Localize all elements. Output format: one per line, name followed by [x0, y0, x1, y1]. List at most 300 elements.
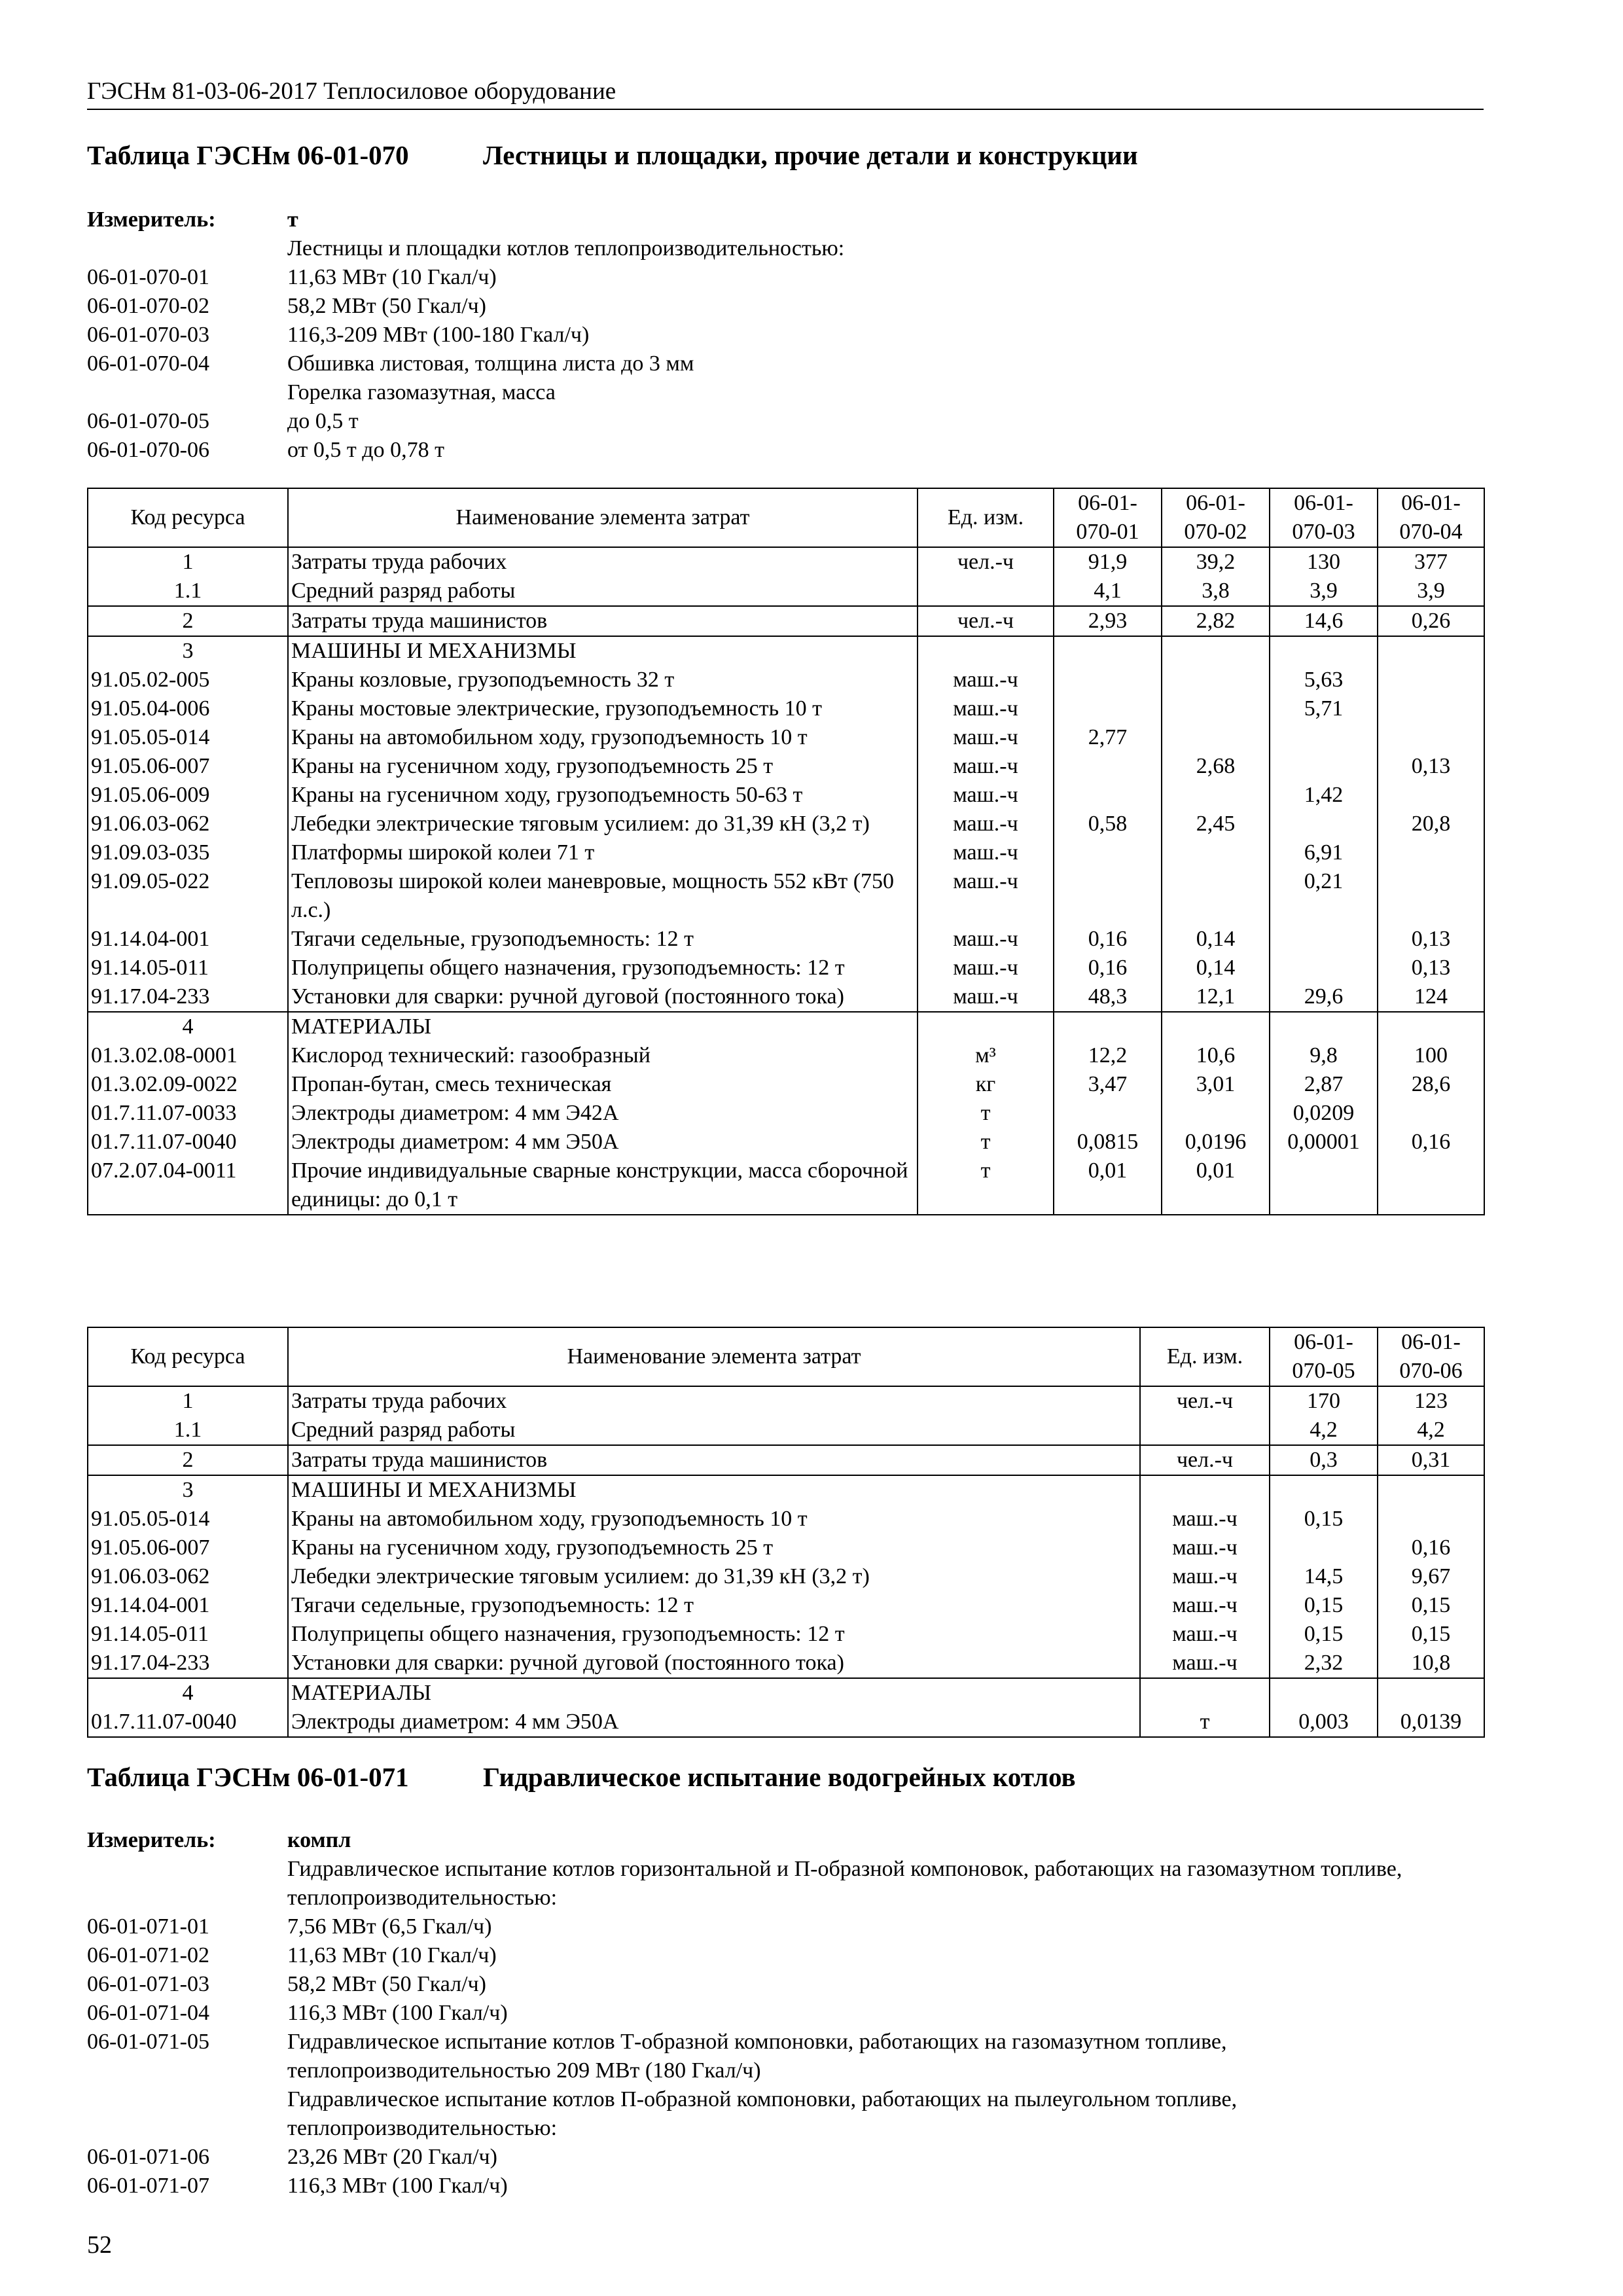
norm-value: 2,77 [1054, 723, 1162, 752]
cost-element-name: Затраты труда рабочих [288, 1386, 1140, 1416]
cost-element-name: Кислород технический: газообразный [288, 1041, 918, 1070]
meter-row [87, 206, 1484, 234]
norm-value: 123 [1378, 1386, 1484, 1416]
resource-code: 91.05.05-014 [88, 723, 288, 752]
resource-code: 91.14.04-001 [88, 925, 288, 954]
norm-value [1054, 867, 1162, 925]
table-070-number: Таблица ГЭСНм 06-01-070 [87, 140, 409, 170]
norm-line [87, 2143, 1484, 2172]
resource-table-070-01-04 [87, 488, 1485, 1215]
norm-value [1270, 810, 1378, 838]
cost-element-name: Краны на гусеничном ходу, грузоподъемность 25 т [288, 752, 918, 781]
norm-code: 06-01-071-01 [87, 1914, 209, 1939]
resource-code: 91.09.03-035 [88, 838, 288, 867]
norm-value [1378, 1475, 1484, 1505]
resource-table-070-05-06 [87, 1327, 1485, 1738]
norm-value [1270, 1475, 1378, 1505]
resource-code: 3 [88, 1475, 288, 1505]
cost-element-name: Электроды диаметром: 4 мм Э50А [288, 1128, 918, 1157]
resource-code: 2 [88, 1445, 288, 1475]
norm-value: 3,01 [1162, 1070, 1270, 1099]
norm-value: 9,67 [1378, 1562, 1484, 1591]
unit-of-measure: т [918, 1099, 1054, 1128]
section-heading: МАШИНЫ И МЕХАНИЗМЫ [288, 636, 918, 666]
unit-of-measure: маш.-ч [1140, 1620, 1270, 1649]
norm-value: 2,45 [1162, 810, 1270, 838]
norm-value: 0,16 [1054, 954, 1162, 982]
norm-value: 0,00001 [1270, 1128, 1378, 1157]
unit-of-measure: маш.-ч [918, 982, 1054, 1012]
column-header: 06-01- 070-04 [1378, 488, 1484, 547]
norm-value: 12,1 [1162, 982, 1270, 1012]
table-row [88, 1620, 1484, 1649]
meter-row [87, 1826, 1484, 1855]
norm-value: 2,82 [1162, 606, 1270, 636]
table-070-title [87, 139, 1138, 171]
norm-value [1054, 781, 1162, 810]
norm-line [87, 1912, 1484, 1941]
unit-of-measure [918, 636, 1054, 666]
norm-value [1378, 1678, 1484, 1708]
norm-code: 06-01-071-05 [87, 2030, 209, 2054]
unit-of-measure: маш.-ч [918, 925, 1054, 954]
column-header: Ед. изм. [918, 488, 1054, 547]
norm-value [1270, 1534, 1378, 1562]
norm-value: 124 [1378, 982, 1484, 1012]
table-row [88, 1099, 1484, 1128]
table-row [88, 1562, 1484, 1591]
norm-code: 06-01-070-05 [87, 409, 209, 433]
table-071-meter-block [87, 1826, 1484, 2200]
norm-value [1378, 723, 1484, 752]
resource-code: 01.3.02.08-0001 [88, 1041, 288, 1070]
norm-description: 116,3 МВт (100 Гкал/ч) [287, 2001, 508, 2025]
unit-of-measure: маш.-ч [1140, 1534, 1270, 1562]
norm-value [1270, 954, 1378, 982]
cost-element-name: Электроды диаметром: 4 мм Э42А [288, 1099, 918, 1128]
unit-of-measure: маш.-ч [918, 810, 1054, 838]
norm-line [87, 2085, 1484, 2143]
norm-line [87, 1941, 1484, 1970]
unit-of-measure [918, 1012, 1054, 1041]
column-header: Наименование элемента затрат [288, 1327, 1140, 1386]
norm-value [1378, 1099, 1484, 1128]
norm-value [1270, 1678, 1378, 1708]
table-row [88, 1445, 1484, 1475]
table-row [88, 1534, 1484, 1562]
resource-code: 91.05.06-007 [88, 752, 288, 781]
unit-of-measure: чел.-ч [918, 606, 1054, 636]
norm-value: 10,6 [1162, 1041, 1270, 1070]
section-heading: МАШИНЫ И МЕХАНИЗМЫ [288, 1475, 1140, 1505]
norm-description: 23,26 МВт (20 Гкал/ч) [287, 2145, 497, 2169]
norm-description: 11,63 МВт (10 Гкал/ч) [287, 1943, 497, 1967]
unit-of-measure: маш.-ч [1140, 1591, 1270, 1620]
unit-of-measure: т [918, 1128, 1054, 1157]
cost-element-name: Затраты труда машинистов [288, 1445, 1140, 1475]
norm-description: до 0,5 т [287, 409, 359, 433]
norm-description: 116,3-209 МВт (100-180 Гкал/ч) [287, 323, 590, 347]
norm-value: 170 [1270, 1386, 1378, 1416]
cost-element-name: Тепловозы широкой колеи маневровые, мощность 552 кВт (750 л.с.) [288, 867, 918, 925]
norm-value: 2,87 [1270, 1070, 1378, 1099]
norm-value: 0,3 [1270, 1445, 1378, 1475]
norm-value: 9,8 [1270, 1041, 1378, 1070]
norm-value [1162, 1012, 1270, 1041]
page-number: 52 [87, 2231, 112, 2259]
cost-element-name: Краны мостовые электрические, грузоподъемность 10 т [288, 694, 918, 723]
table-row [88, 781, 1484, 810]
table-row [88, 1678, 1484, 1708]
column-header: Код ресурса [88, 1327, 288, 1386]
norm-code: 06-01-071-04 [87, 2001, 209, 2025]
norm-value [1378, 694, 1484, 723]
resource-code: 01.7.11.07-0033 [88, 1099, 288, 1128]
resource-code: 1.1 [88, 577, 288, 606]
norm-value [1162, 723, 1270, 752]
unit-of-measure: т [918, 1157, 1054, 1215]
norm-value: 0,13 [1378, 925, 1484, 954]
column-header: Код ресурса [88, 488, 288, 547]
column-header: 06-01- 070-06 [1378, 1327, 1484, 1386]
unit-of-measure [1140, 1416, 1270, 1445]
norm-line [87, 1970, 1484, 1999]
norm-value: 0,14 [1162, 925, 1270, 954]
unit-of-measure: маш.-ч [1140, 1649, 1270, 1678]
column-header: Наименование элемента затрат [288, 488, 918, 547]
norm-value [1270, 1012, 1378, 1041]
meter-label: Измеритель: [87, 207, 216, 232]
norm-value: 48,3 [1054, 982, 1162, 1012]
norm-code: 06-01-071-07 [87, 2174, 209, 2198]
norm-line [87, 407, 1484, 436]
resource-code: 91.09.05-022 [88, 867, 288, 925]
norm-value: 1,42 [1270, 781, 1378, 810]
table-row [88, 577, 1484, 606]
norm-value [1162, 694, 1270, 723]
norm-value [1378, 781, 1484, 810]
norm-value: 91,9 [1054, 547, 1162, 577]
table-row [88, 1070, 1484, 1099]
resource-code: 91.14.05-011 [88, 954, 288, 982]
cost-element-name: Лебедки электрические тяговым усилием: до 31,39 кН (3,2 т) [288, 1562, 1140, 1591]
norm-value: 0,13 [1378, 752, 1484, 781]
norm-value [1054, 1099, 1162, 1128]
cost-element-name: Тягачи седельные, грузоподъемность: 12 т [288, 925, 918, 954]
norm-value: 6,91 [1270, 838, 1378, 867]
table-row [88, 982, 1484, 1012]
resource-code: 3 [88, 636, 288, 666]
cost-element-name: Электроды диаметром: 4 мм Э50А [288, 1708, 1140, 1737]
resource-code: 91.17.04-233 [88, 982, 288, 1012]
norm-code: 06-01-070-06 [87, 438, 209, 462]
meter-label: Измеритель: [87, 1828, 216, 1852]
norm-code: 06-01-071-02 [87, 1943, 209, 1967]
norm-code: 06-01-070-01 [87, 265, 209, 289]
norm-value [1270, 636, 1378, 666]
cost-element-name: Затраты труда машинистов [288, 606, 918, 636]
norm-list [87, 234, 1484, 465]
norm-line [87, 436, 1484, 465]
norm-value [1270, 1157, 1378, 1215]
resource-code: 07.2.07.04-0011 [88, 1157, 288, 1215]
cost-element-name: Полуприцепы общего назначения, грузоподъемность: 12 т [288, 1620, 1140, 1649]
table-row [88, 810, 1484, 838]
section-heading: МАТЕРИАЛЫ [288, 1678, 1140, 1708]
norm-value: 28,6 [1378, 1070, 1484, 1099]
unit-of-measure: маш.-ч [918, 867, 1054, 925]
norm-value: 5,63 [1270, 666, 1378, 694]
norm-value: 0,0815 [1054, 1128, 1162, 1157]
unit-of-measure [1140, 1475, 1270, 1505]
norm-description: Гидравлическое испытание котлов горизонтальной и П-образной компоновок, работающих на газомазутном топливе, теплопроизводительностью: [287, 1857, 1402, 1910]
table-row [88, 666, 1484, 694]
norm-value: 0,15 [1270, 1591, 1378, 1620]
table-071-name: Гидравлическое испытание водогрейных котлов [483, 1762, 1076, 1792]
table-row [88, 1157, 1484, 1215]
norm-line [87, 350, 1484, 378]
cost-element-name: Прочие индивидуальные сварные конструкции, масса сборочной единицы: до 0,1 т [288, 1157, 918, 1215]
norm-value: 0,15 [1270, 1620, 1378, 1649]
unit-of-measure: чел.-ч [1140, 1386, 1270, 1416]
table-row [88, 1475, 1484, 1505]
resource-code: 1 [88, 1386, 288, 1416]
running-header: ГЭСНм 81-03-06-2017 Теплосиловое оборудование [87, 77, 1484, 110]
cost-element-name: Краны на автомобильном ходу, грузоподъемность 10 т [288, 1505, 1140, 1534]
table-row [88, 1128, 1484, 1157]
norm-description: 11,63 МВт (10 Гкал/ч) [287, 265, 497, 289]
norm-value [1054, 666, 1162, 694]
norm-value: 0,15 [1378, 1591, 1484, 1620]
table-row [88, 1708, 1484, 1737]
norm-value [1054, 838, 1162, 867]
norm-description: 58,2 МВт (50 Гкал/ч) [287, 294, 486, 318]
cost-element-name: Лебедки электрические тяговым усилием: до 31,39 кН (3,2 т) [288, 810, 918, 838]
norm-line [87, 234, 1484, 263]
norm-description: Обшивка листовая, толщина листа до 3 мм [287, 351, 694, 376]
norm-value [1378, 1505, 1484, 1534]
norm-value: 0,31 [1378, 1445, 1484, 1475]
norm-description: от 0,5 т до 0,78 т [287, 438, 444, 462]
resource-code: 91.14.04-001 [88, 1591, 288, 1620]
norm-value: 2,93 [1054, 606, 1162, 636]
resource-code: 01.3.02.09-0022 [88, 1070, 288, 1099]
table-row [88, 838, 1484, 867]
resource-code: 91.06.03-062 [88, 810, 288, 838]
resource-code: 4 [88, 1678, 288, 1708]
section-heading: МАТЕРИАЛЫ [288, 1012, 918, 1041]
norm-value: 0,0139 [1378, 1708, 1484, 1737]
norm-code: 06-01-071-03 [87, 1972, 209, 1996]
unit-of-measure [1140, 1678, 1270, 1708]
norm-value [1378, 838, 1484, 867]
unit-of-measure: м³ [918, 1041, 1054, 1070]
table-row [88, 1041, 1484, 1070]
norm-value: 0,58 [1054, 810, 1162, 838]
table-header-row [88, 488, 1484, 547]
norm-value: 39,2 [1162, 547, 1270, 577]
norm-list [87, 1855, 1484, 2200]
unit-of-measure: маш.-ч [918, 838, 1054, 867]
norm-value [1162, 867, 1270, 925]
table-row [88, 547, 1484, 577]
resource-code: 91.05.06-009 [88, 781, 288, 810]
resource-code: 01.7.11.07-0040 [88, 1128, 288, 1157]
resource-code: 91.05.04-006 [88, 694, 288, 723]
resource-code: 91.05.06-007 [88, 1534, 288, 1562]
norm-value [1270, 752, 1378, 781]
norm-value: 130 [1270, 547, 1378, 577]
norm-value [1054, 636, 1162, 666]
norm-value: 0,16 [1054, 925, 1162, 954]
cost-element-name: Тягачи седельные, грузоподъемность: 12 т [288, 1591, 1140, 1620]
norm-value [1054, 1012, 1162, 1041]
norm-description: Гидравлическое испытание котлов Т-образной компоновки, работающих на газомазутном топливе, теплопроизводительностью 209 МВт (180 Гкал/ч) [287, 2030, 1227, 2083]
norm-value: 0,16 [1378, 1128, 1484, 1157]
norm-value: 0,14 [1162, 954, 1270, 982]
table-row [88, 867, 1484, 925]
norm-value: 0,01 [1054, 1157, 1162, 1215]
norm-description: 7,56 МВт (6,5 Гкал/ч) [287, 1914, 492, 1939]
norm-line [87, 292, 1484, 321]
norm-value [1378, 636, 1484, 666]
norm-code [87, 234, 287, 263]
cost-element-name: Краны козловые, грузоподъемность 32 т [288, 666, 918, 694]
norm-code: 06-01-070-04 [87, 351, 209, 376]
norm-line [87, 263, 1484, 292]
unit-of-measure: маш.-ч [1140, 1562, 1270, 1591]
table-070-name: Лестницы и площадки, прочие детали и конструкции [483, 140, 1138, 170]
unit-of-measure: маш.-ч [918, 723, 1054, 752]
cost-element-name: Затраты труда рабочих [288, 547, 918, 577]
unit-of-measure: маш.-ч [918, 752, 1054, 781]
norm-value: 3,9 [1378, 577, 1484, 606]
norm-description: 58,2 МВт (50 Гкал/ч) [287, 1972, 486, 1996]
table-row [88, 606, 1484, 636]
norm-value: 0,15 [1270, 1505, 1378, 1534]
norm-value: 2,68 [1162, 752, 1270, 781]
norm-value: 14,6 [1270, 606, 1378, 636]
norm-value: 0,0196 [1162, 1128, 1270, 1157]
unit-of-measure: маш.-ч [918, 781, 1054, 810]
norm-line [87, 1855, 1484, 1912]
resource-code: 1.1 [88, 1416, 288, 1445]
column-header: 06-01- 070-02 [1162, 488, 1270, 547]
cost-element-name: Пропан-бутан, смесь техническая [288, 1070, 918, 1099]
cost-element-name: Платформы широкой колеи 71 т [288, 838, 918, 867]
table-row [88, 1649, 1484, 1678]
table-row [88, 752, 1484, 781]
norm-value: 4,1 [1054, 577, 1162, 606]
table-row [88, 1416, 1484, 1445]
norm-value [1054, 694, 1162, 723]
norm-value [1378, 867, 1484, 925]
unit-of-measure: маш.-ч [918, 666, 1054, 694]
unit-of-measure: маш.-ч [918, 954, 1054, 982]
cost-element-name: Средний разряд работы [288, 1416, 1140, 1445]
norm-value: 0,0209 [1270, 1099, 1378, 1128]
norm-line [87, 2172, 1484, 2200]
resource-code: 91.06.03-062 [88, 1562, 288, 1591]
table-071-number: Таблица ГЭСНм 06-01-071 [87, 1762, 409, 1792]
norm-code [87, 2085, 287, 2143]
norm-value [1162, 781, 1270, 810]
norm-value: 100 [1378, 1041, 1484, 1070]
unit-of-measure: чел.-ч [918, 547, 1054, 577]
resource-code: 1 [88, 547, 288, 577]
cost-element-name: Краны на гусеничном ходу, грузоподъемность 25 т [288, 1534, 1140, 1562]
norm-description: Горелка газомазутная, масса [287, 380, 556, 404]
norm-value: 5,71 [1270, 694, 1378, 723]
norm-value: 0,01 [1162, 1157, 1270, 1215]
norm-value: 12,2 [1054, 1041, 1162, 1070]
table-row [88, 925, 1484, 954]
resource-code: 4 [88, 1012, 288, 1041]
norm-value: 0,21 [1270, 867, 1378, 925]
table-row [88, 1386, 1484, 1416]
norm-value [1162, 1099, 1270, 1128]
unit-of-measure: маш.-ч [918, 694, 1054, 723]
resource-code: 01.7.11.07-0040 [88, 1708, 288, 1737]
norm-value [1054, 752, 1162, 781]
resource-code: 91.05.02-005 [88, 666, 288, 694]
table-header-row [88, 1327, 1484, 1386]
norm-value: 0,003 [1270, 1708, 1378, 1737]
norm-value [1162, 838, 1270, 867]
table-071-title [87, 1761, 1076, 1793]
norm-code [87, 1855, 287, 1912]
norm-value [1270, 925, 1378, 954]
norm-value: 0,15 [1378, 1620, 1484, 1649]
cost-element-name: Полуприцепы общего назначения, грузоподъемность: 12 т [288, 954, 918, 982]
unit-of-measure: т [1140, 1708, 1270, 1737]
resource-code: 91.17.04-233 [88, 1649, 288, 1678]
cost-element-name: Краны на автомобильном ходу, грузоподъемность 10 т [288, 723, 918, 752]
norm-description: Гидравлическое испытание котлов П-образной компоновки, работающих на пылеугольном топливе, теплопроизводительностью: [287, 2087, 1238, 2140]
table-070-meter-block [87, 206, 1484, 465]
norm-code: 06-01-071-06 [87, 2145, 209, 2169]
norm-value: 10,8 [1378, 1649, 1484, 1678]
table-row [88, 636, 1484, 666]
table-row [88, 694, 1484, 723]
column-header: Ед. изм. [1140, 1327, 1270, 1386]
norm-value [1162, 636, 1270, 666]
norm-value: 4,2 [1378, 1416, 1484, 1445]
table-row [88, 954, 1484, 982]
norm-value [1378, 1012, 1484, 1041]
norm-value: 0,26 [1378, 606, 1484, 636]
table-row [88, 1591, 1484, 1620]
norm-value: 3,47 [1054, 1070, 1162, 1099]
norm-value: 3,8 [1162, 577, 1270, 606]
norm-code: 06-01-070-03 [87, 323, 209, 347]
table-row [88, 1012, 1484, 1041]
norm-value: 2,32 [1270, 1649, 1378, 1678]
norm-code: 06-01-070-02 [87, 294, 209, 318]
norm-value [1378, 1157, 1484, 1215]
norm-value: 4,2 [1270, 1416, 1378, 1445]
meter-value: т [287, 207, 298, 232]
unit-of-measure [918, 577, 1054, 606]
cost-element-name: Установки для сварки: ручной дуговой (постоянного тока) [288, 982, 918, 1012]
norm-value [1270, 723, 1378, 752]
norm-value: 0,16 [1378, 1534, 1484, 1562]
norm-line [87, 2028, 1484, 2085]
norm-line [87, 378, 1484, 407]
resource-code: 2 [88, 606, 288, 636]
unit-of-measure: маш.-ч [1140, 1505, 1270, 1534]
norm-description: Лестницы и площадки котлов теплопроизводительностью: [287, 236, 845, 260]
